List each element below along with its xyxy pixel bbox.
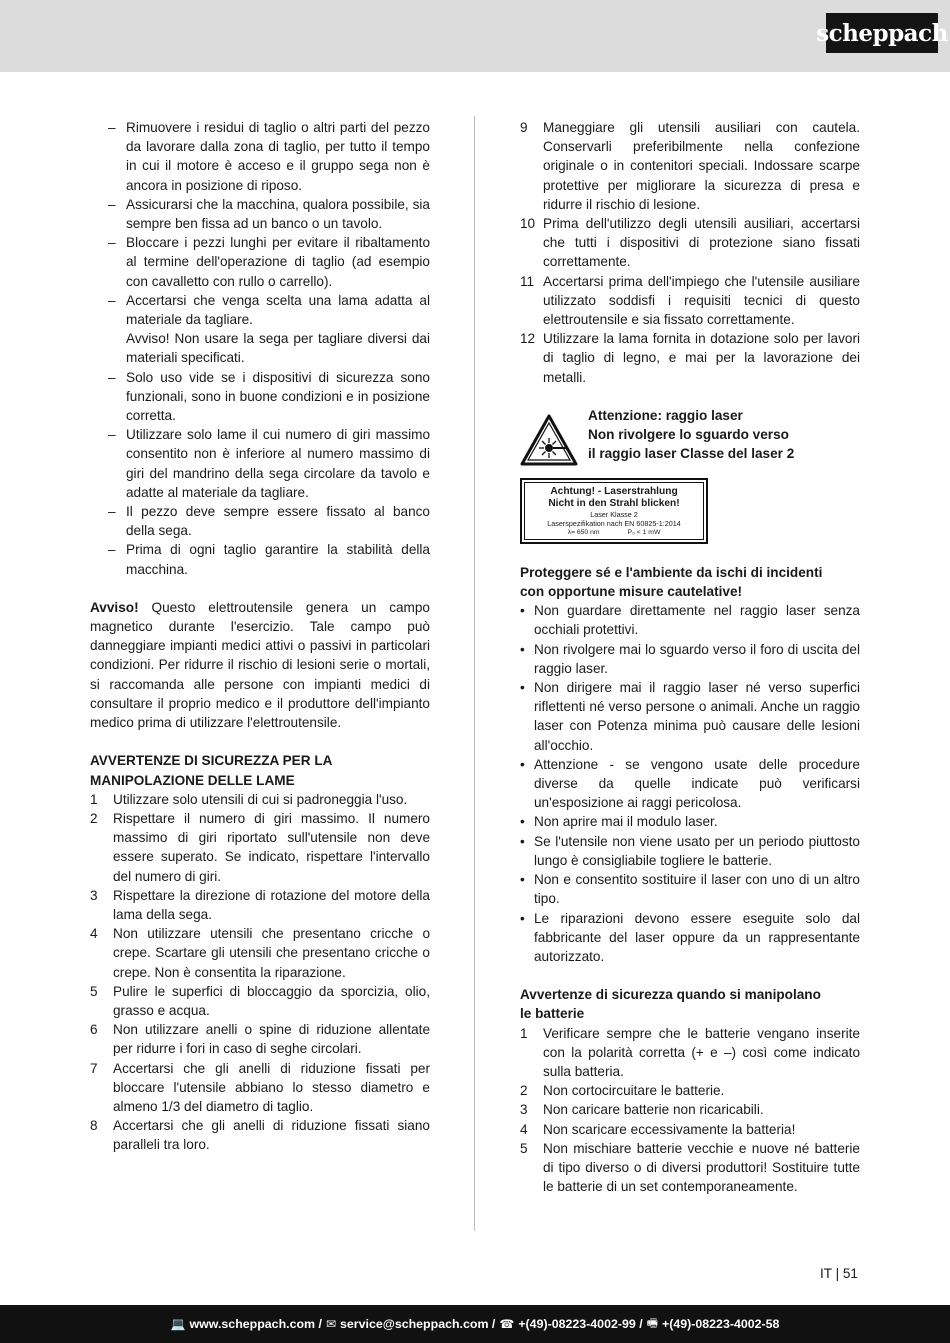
laser-class-label: Achtung! - Laserstrahlung Nicht in den Strahl blicken! Laser Klasse 2 Laserspezifikation nach EN 60825-1:2014 λ= 650 nm P₀ < 1 mW <box>520 478 708 544</box>
list-item: 2 Rispettare il numero di giri massimo. Il numero massimo di giri riportato sull'utensile non deve essere superato. Se indicato, rispettare l'intervallo del numero di giri. <box>90 810 430 884</box>
list-item: 1 Verificare sempre che le batterie vengano inserite con la polarità corretta (+ e –) così come indicato sulla batteria. <box>520 1025 860 1079</box>
list-item: 2 Non cortocircuitare le batterie. <box>520 1083 725 1099</box>
footer-fax: +(49)-08223-4002-58 <box>661 1317 780 1331</box>
warning-label: Avviso! <box>90 599 139 615</box>
section-heading: Avvertenze di sicurezza quando si manipolano <box>520 987 821 1003</box>
dash-item: – Prima di ogni taglio garantire la stabilità della macchina. <box>90 540 430 578</box>
list-item: 11 Accertarsi prima dell'impiego che l'utensile ausiliare utilizzato soddisfi i requisiti tecnici di questo elettroutensile e sia fissato correttamente. <box>520 273 860 328</box>
footer-website-link[interactable]: www.scheppach.com / <box>189 1317 322 1331</box>
laser-title: Non rivolgere lo sguardo verso <box>588 427 789 443</box>
dash-marker: – <box>108 427 116 443</box>
phone-icon: ☎ <box>499 1317 515 1331</box>
laser-title: il raggio laser Classe del laser 2 <box>588 446 795 462</box>
dash-note: Avviso! Non usare la sega per tagliare diversi dai materiali specificati. <box>126 331 430 366</box>
list-item: 5 Non mischiare batterie vecchie e nuove né batterie di tipo diverso o di diversi produttori! Sostituire tutte le batterie di un set contemporaneamente. <box>520 1140 860 1195</box>
page-number: IT | 51 <box>819 1266 858 1281</box>
dash-item: – Solo uso vide se i dispositivi di sicurezza sono funzionali, sono in buone condizioni e in posizione corretta. <box>90 368 430 426</box>
bullet-marker: • <box>520 756 525 772</box>
bullet-item: • Non aprire mai il modulo laser. <box>520 812 860 831</box>
column-divider <box>474 116 475 1231</box>
dash-item: – Assicurarsi che la macchina, qualora possibile, sia sempre ben fissa ad un banco o un tavolo. <box>90 195 430 233</box>
dash-marker: – <box>108 120 116 135</box>
fax-icon: 🖷 <box>646 1315 658 1330</box>
left-column <box>90 118 430 1155</box>
bullet-marker: • <box>520 603 525 619</box>
footer-bar <box>0 1305 950 1343</box>
list-item: 9 Maneggiare gli utensili ausiliari con cautela. Conservarli preferibilmente nella confezione originale o in contenitori speciali. Indossare scarpe protettive per migliorare la sicurezza di presa e ridurre il rischio di lesione. <box>520 120 860 212</box>
list-item: 4 Non scaricare eccessivamente la batteria! <box>520 1121 796 1137</box>
dash-marker: – <box>108 235 116 251</box>
bullet-item: • Le riparazioni devono essere eseguite solo dal fabbricante del laser oppure da un rappresentante autorizzato. <box>520 910 860 964</box>
dash-marker: – <box>108 542 116 558</box>
list-item: 6 Non utilizzare anelli o spine di riduzione allentate per ridurre i fori in caso di seghe circolari. <box>90 1022 430 1057</box>
right-column <box>520 118 860 1196</box>
bullet-item: • Non guardare direttamente nel raggio laser senza occhiali protettivi. <box>520 603 860 638</box>
bullet-marker: • <box>520 814 525 830</box>
dash-marker: – <box>108 504 116 520</box>
footer-phone: +(49)-08223-4002-99 / <box>518 1317 643 1331</box>
bullet-marker: • <box>520 833 525 849</box>
dash-marker: – <box>108 196 116 212</box>
list-item: 10 Prima dell'utilizzo degli utensili ausiliari, accertarsi che tutti i dispositivi di protezione siano fissati correttamente. <box>520 216 860 270</box>
magnetic-warning: Avviso! Questo elettroutensile genera un campo magnetico durante l'esercizio. Tale campo può danneggiare impianti medici attivi o passivi in particolari condizioni. Per ridurre il rischio di lesioni serie o mortali, si raccomanda alle persone con impianti medici di consultare il proprio medico e il produttore dell'impianto medico prima di utilizzare l'elettroutensile. <box>90 599 430 731</box>
bullet-marker: • <box>520 872 525 888</box>
list-item: 7 Accertarsi che gli anelli di riduzione fissati per bloccare l'utensile abbiano lo stesso diametro e almeno 1/3 del diametro di taglio. <box>90 1060 430 1114</box>
list-item: 8 Accertarsi che gli anelli di riduzione fissati siano paralleli tra loro. <box>90 1118 430 1153</box>
computer-icon: 💻 <box>170 1317 186 1331</box>
laser-title: Attenzione: raggio laser <box>588 407 743 423</box>
dash-item: – Utilizzare solo lame il cui numero di giri massimo consentito non è inferiore al numero massimo di giri del mandrino della sega circolare da tavolo e adatte al materiale da tagliare. <box>90 425 430 502</box>
dash-item: – Rimuovere i residui di taglio o altri parti del pezzo da lavorare dalla zona di taglio, per tutto il tempo in cui il motore è acceso e il gruppo sega non è ancora in posizione di riposo. <box>90 118 430 195</box>
bullet-item: • Non rivolgere mai lo sguardo verso il foro di uscita del raggio laser. <box>520 641 860 676</box>
section-heading: MANIPOLAZIONE DELLE LAME <box>90 772 295 788</box>
footer-email-link[interactable]: service@scheppach.com / <box>340 1317 496 1331</box>
section-heading: AVVERTENZE DI SICUREZZA PER LA <box>90 753 333 769</box>
bullet-marker: • <box>520 910 525 926</box>
bullet-item: • Attenzione - se vengono usate delle procedure diverse da quelle indicate può verificarsi un'esposizione ai raggi pericolosa. <box>520 756 860 811</box>
dash-item: – Il pezzo deve sempre essere fissato al banco della sega. <box>90 502 430 540</box>
bullet-item: • Non e consentito sostituire il laser con uno di un altro tipo. <box>520 872 860 907</box>
dash-marker: – <box>108 292 116 308</box>
list-item: 3 Non caricare batterie non ricaricabili. <box>520 1102 764 1118</box>
list-item: 12 Utilizzare la lama fornita in dotazione solo per lavori di taglio di legno, e mai per la lavorazione dei metalli. <box>520 331 860 385</box>
list-item: 1 Utilizzare solo utensili di cui si padroneggia l'uso. <box>90 791 408 807</box>
section-heading: Proteggere sé e l'ambiente da ischi di incidenti <box>520 564 823 580</box>
header-bar <box>0 0 950 72</box>
list-item: 4 Non utilizzare utensili che presentano cricche o crepe. Scartare gli utensili che presentano cricche o crepe. Non è consentita la riparazione. <box>90 926 430 980</box>
laser-warning <box>520 406 860 466</box>
bullet-marker: • <box>520 641 525 657</box>
dash-item: – Bloccare i pezzi lunghi per evitare il ribaltamento al termine dell'operazione di taglio (ad esempio con cavalletto con rullo o carrello). <box>90 233 430 291</box>
dash-item: – Accertarsi che venga scelta una lama adatta al materiale da tagliare. Avviso! Non usare la sega per tagliare diversi dai materiali specificati. <box>90 291 430 368</box>
section-heading: le batterie <box>520 1006 585 1022</box>
brand-logo[interactable]: scheppach <box>826 13 938 53</box>
mail-icon: ✉ <box>325 1317 337 1331</box>
section-heading: con opportune misure cautelative! <box>520 584 743 600</box>
bullet-item: • Se l'utensile non viene usato per un periodo piuttosto lungo è consigliabile togliere le batterie. <box>520 833 860 868</box>
dash-marker: – <box>108 369 116 385</box>
list-item: 3 Rispettare la direzione di rotazione del motore della lama della sega. <box>90 887 430 922</box>
bullet-item: • Non dirigere mai il raggio laser né verso superfici riflettenti né verso persone o animali. Anche un raggio laser con Potenza minima può causare delle lesioni all'occhio. <box>520 680 860 753</box>
list-item: 5 Pulire le superfici di bloccaggio da sporcizia, olio, grasso e acqua. <box>90 983 430 1018</box>
laser-warning-icon <box>520 414 578 466</box>
bullet-marker: • <box>520 680 525 696</box>
